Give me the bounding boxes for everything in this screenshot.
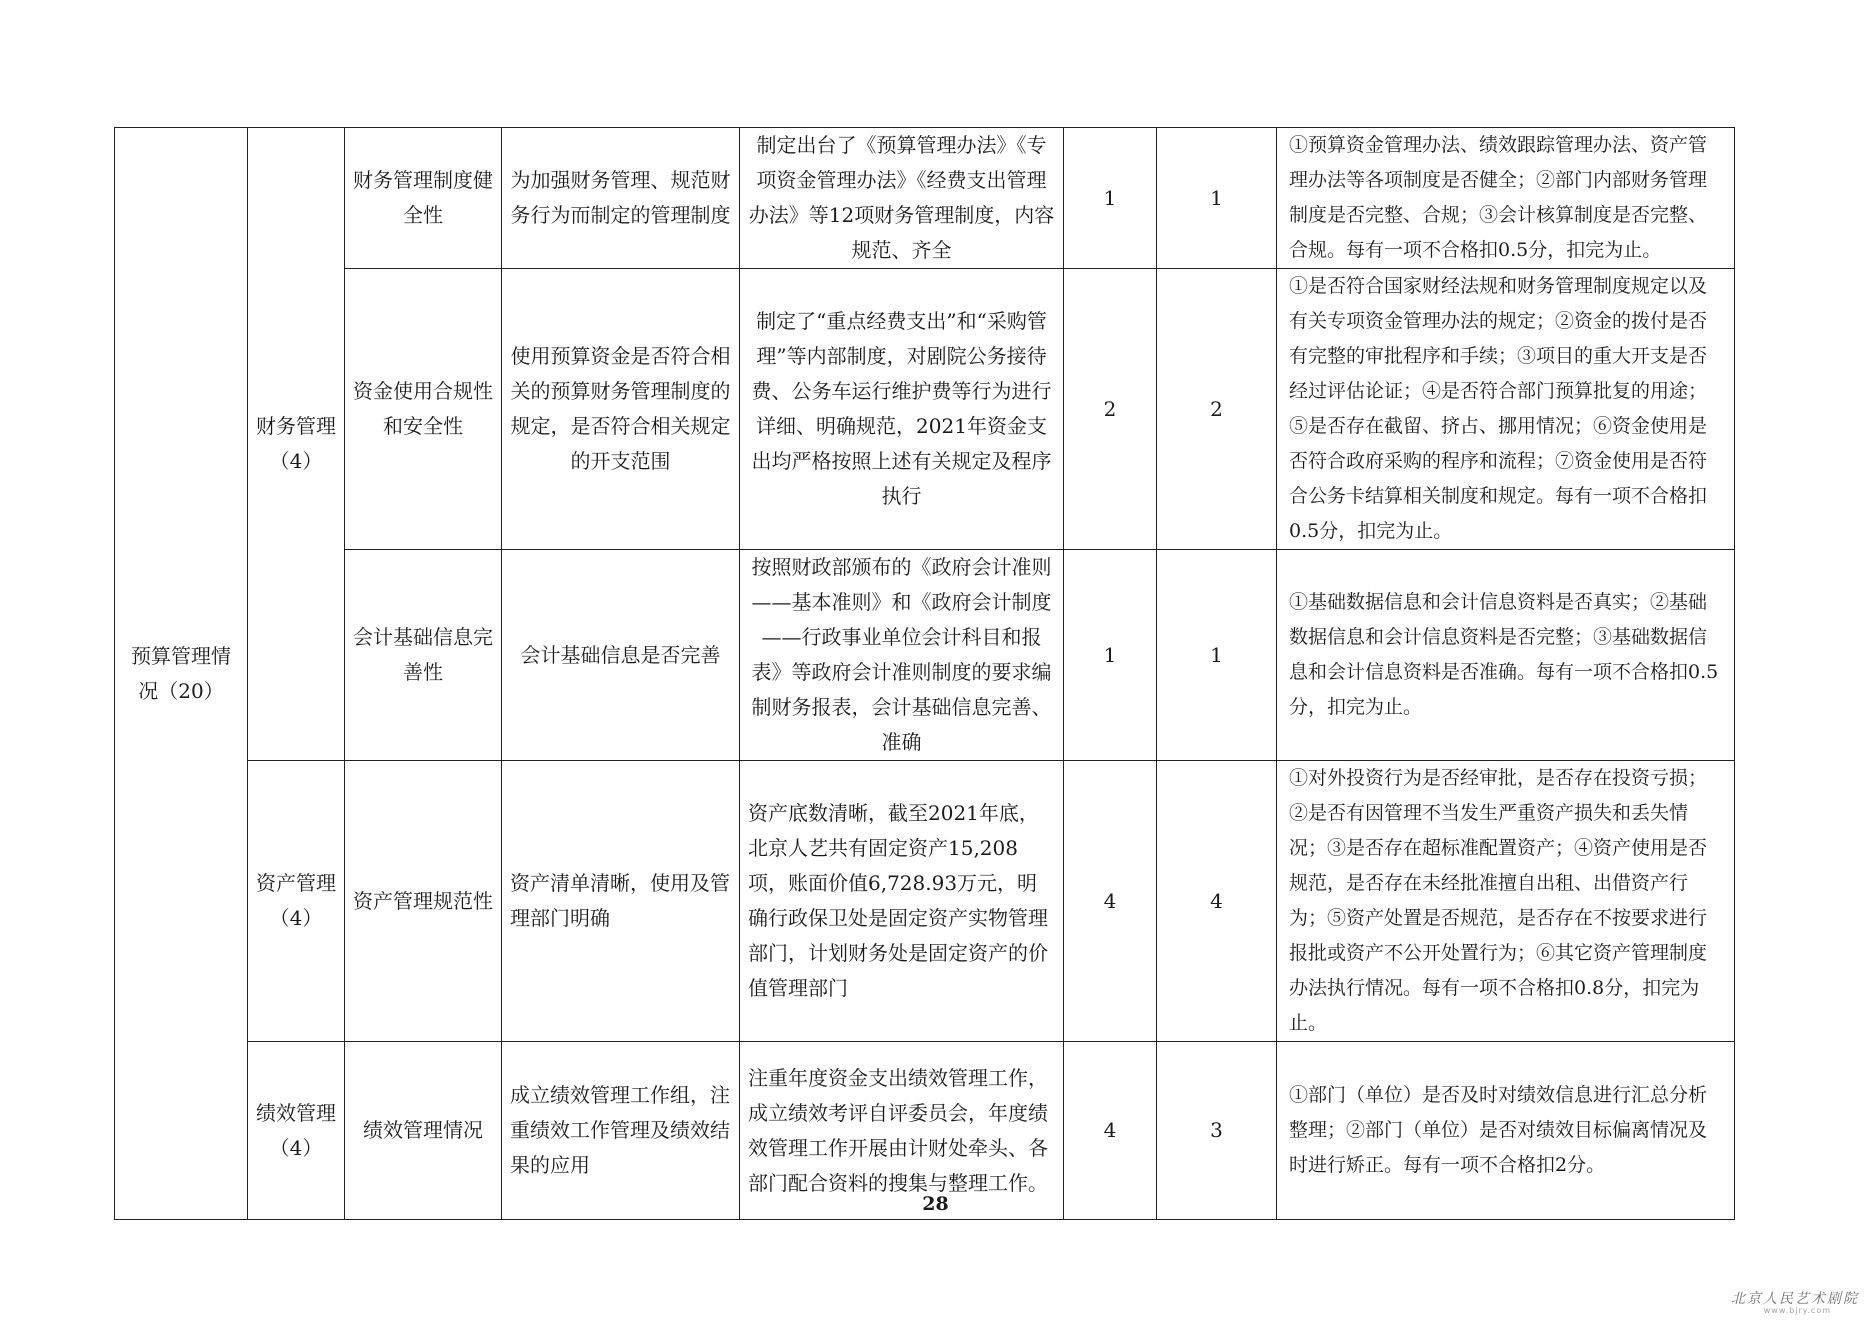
- definition-cell: 会计基础信息是否完善: [502, 550, 740, 761]
- watermark-logo: 北京人民艺术剧院: [1731, 1291, 1859, 1307]
- category-cell: 预算管理情况（20）: [115, 128, 248, 1220]
- group-cell: 财务管理（4）: [248, 128, 345, 761]
- page-number: 28: [922, 1193, 949, 1215]
- definition-cell: 资产清单清晰，使用及管理部门明确: [502, 761, 740, 1042]
- indicator-cell: 财务管理制度健全性: [345, 128, 502, 269]
- indicator-cell: 会计基础信息完善性: [345, 550, 502, 761]
- group-cell: 绩效管理（4）: [248, 1042, 345, 1220]
- description-cell: 注重年度资金支出绩效管理工作，成立绩效考评自评委员会，年度绩效管理工作开展由计财处牵头、各部门配合资料的搜集与整理工作。: [740, 1042, 1064, 1220]
- watermark-url: www.bjry.com: [1763, 1306, 1831, 1315]
- group-cell: 资产管理（4）: [248, 761, 345, 1042]
- definition-cell: 使用预算资金是否符合相关的预算财务管理制度的规定，是否符合相关规定的开支范围: [502, 269, 740, 550]
- definition-cell: 为加强财务管理、规范财务行为而制定的管理制度: [502, 128, 740, 269]
- criteria-cell: ①预算资金管理办法、绩效跟踪管理办法、资产管理办法等各项制度是否健全；②部门内部财务管理制度是否完整、合规；③会计核算制度是否完整、合规。每有一项不合格扣0.5分，扣完为止。: [1277, 128, 1735, 269]
- weight-cell: 1: [1064, 128, 1157, 269]
- table-row: [115, 761, 1735, 1042]
- weight-cell: 4: [1064, 1042, 1157, 1220]
- criteria-cell: ①部门（单位）是否及时对绩效信息进行汇总分析整理；②部门（单位）是否对绩效目标偏离情况及时进行矫正。每有一项不合格扣2分。: [1277, 1042, 1735, 1220]
- indicator-cell: 资产管理规范性: [345, 761, 502, 1042]
- weight-cell: 2: [1064, 269, 1157, 550]
- description-cell: 资产底数清晰，截至2021年底，北京人艺共有固定资产15,208项，账面价值6,728.93万元，明确行政保卫处是固定资产实物管理部门，计划财务处是固定资产的价值管理部门: [740, 761, 1064, 1042]
- criteria-cell: ①基础数据信息和会计信息资料是否真实；②基础数据信息和会计信息资料是否完整；③基础数据信息和会计信息资料是否准确。每有一项不合格扣0.5分，扣完为止。: [1277, 550, 1735, 761]
- indicator-cell: 资金使用合规性和安全性: [345, 269, 502, 550]
- description-cell: 制定出台了《预算管理办法》《专项资金管理办法》《经费支出管理办法》等12项财务管理制度，内容规范、齐全: [740, 128, 1064, 269]
- score-cell: 1: [1157, 550, 1277, 761]
- score-cell: 1: [1157, 128, 1277, 269]
- table-row: [115, 269, 1735, 550]
- indicator-cell: 绩效管理情况: [345, 1042, 502, 1220]
- weight-cell: 1: [1064, 550, 1157, 761]
- definition-cell: 成立绩效管理工作组，注重绩效工作管理及绩效结果的应用: [502, 1042, 740, 1220]
- description-cell: 制定了“重点经费支出”和“采购管理”等内部制度，对剧院公务接待费、公务车运行维护费等行为进行详细、明确规范，2021年资金支出均严格按照上述有关规定及程序执行: [740, 269, 1064, 550]
- description-cell: 按照财政部颁布的《政府会计准则——基本准则》和《政府会计制度——行政事业单位会计科目和报表》等政府会计准则制度的要求编制财务报表，会计基础信息完善、准确: [740, 550, 1064, 761]
- table-row: [115, 550, 1735, 761]
- evaluation-table: [114, 127, 1735, 1220]
- criteria-cell: ①对外投资行为是否经审批，是否存在投资亏损；②是否有因管理不当发生严重资产损失和丢失情况；③是否存在超标准配置资产；④资产使用是否规范，是否存在未经批准擅自出租、出借资产行为；⑤资产处置是否规范，是否存在不按要求进行报批或资产不公开处置行为；⑥其它资产管理制度办法执行情况。每有一项不合格扣0.8分，扣完为止。: [1277, 761, 1735, 1042]
- criteria-cell: ①是否符合国家财经法规和财务管理制度规定以及有关专项资金管理办法的规定；②资金的拨付是否有完整的审批程序和手续；③项目的重大开支是否经过评估论证；④是否符合部门预算批复的用途；⑤是否存在截留、挤占、挪用情况；⑥资金使用是否符合政府采购的程序和流程；⑦资金使用是否符合公务卡结算相关制度和规定。每有一项不合格扣0.5分，扣完为止。: [1277, 269, 1735, 550]
- weight-cell: 4: [1064, 761, 1157, 1042]
- score-cell: 3: [1157, 1042, 1277, 1220]
- table-row: [115, 128, 1735, 269]
- score-cell: 4: [1157, 761, 1277, 1042]
- score-cell: 2: [1157, 269, 1277, 550]
